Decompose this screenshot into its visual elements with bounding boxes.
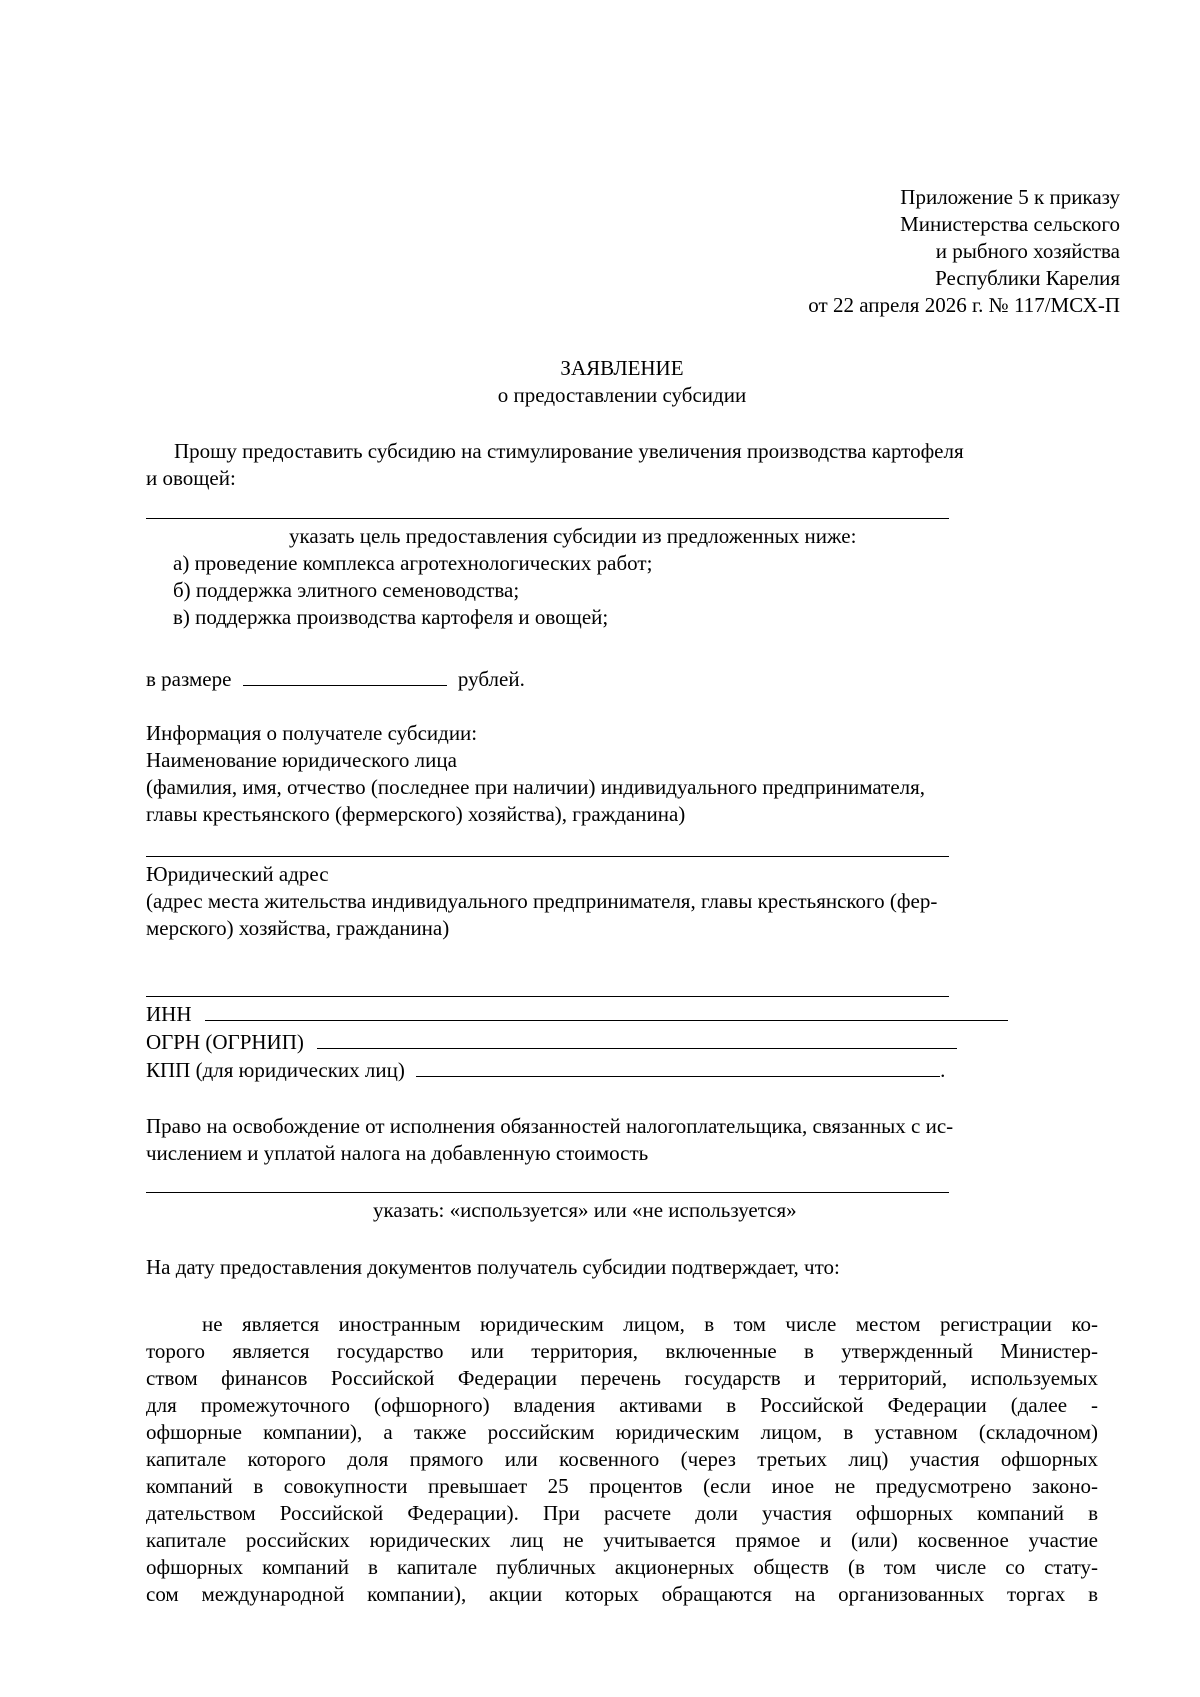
confirm-line: дательством Российской Федерации). При расчете доли участия офшорных компаний в — [146, 1501, 1098, 1525]
vat-line: Право на освобождение от исполнения обязанностей налогоплательщика, связанных с ис- — [146, 1114, 954, 1138]
confirm-line: торого является государство или территория, включенные в утвержденный Министер- — [146, 1339, 1098, 1363]
amount-suffix: рублей. — [457, 667, 525, 691]
amount-prefix: в размере — [146, 667, 232, 691]
purpose-option: б) поддержка элитного семеноводства; — [173, 578, 520, 602]
document-title — [146, 355, 1098, 409]
name-hint: (фамилия, имя, отчество (последнее при наличии) индивидуального предпринимателя, — [146, 775, 926, 799]
address-hint: мерского) хозяйства, гражданина) — [146, 916, 450, 940]
ogrn-blank-line[interactable] — [317, 1028, 957, 1049]
title-main: ЗАЯВЛЕНИЕ — [560, 356, 684, 380]
appendix-header — [700, 184, 1120, 319]
name-label: Наименование юридического лица — [146, 748, 457, 772]
confirm-line: офшорных компаний в капитале публичных акционерных обществ (в том числе со стату- — [146, 1555, 1098, 1579]
kpp-end: . — [940, 1058, 946, 1082]
purpose-option: в) поддержка производства картофеля и овощей; — [173, 605, 609, 629]
address-blank-line[interactable] — [146, 996, 949, 997]
confirm-paragraph — [146, 1311, 1098, 1608]
appendix-line: от 22 апреля 2026 г. № 117/МСХ-П — [808, 293, 1120, 317]
inn-row — [146, 1000, 1008, 1028]
address-section — [146, 861, 937, 942]
appendix-line: Республики Карелия — [935, 266, 1120, 290]
kpp-row — [146, 1056, 945, 1084]
confirm-line: капитале российских юридических лиц не учитывается прямое и (или) косвенное участие — [146, 1528, 1098, 1552]
confirm-line: капитале которого доля прямого или косвенного (через третьих лиц) участия офшорных — [146, 1447, 1098, 1471]
confirm-line: офшорные компании), а также российским юридическим лицом, в уставном (складочном) — [146, 1420, 1098, 1444]
request-line: и овощей: — [146, 466, 236, 490]
ogrn-row — [146, 1028, 957, 1056]
name-blank-line[interactable] — [146, 856, 949, 857]
request-line: Прошу предоставить субсидию на стимулирование увеличения производства картофеля — [174, 439, 964, 463]
recipient-info — [146, 720, 925, 828]
appendix-line: Приложение 5 к приказу — [900, 185, 1120, 209]
appendix-line: Министерства сельского — [900, 212, 1120, 236]
appendix-line: и рыбного хозяйства — [935, 239, 1120, 263]
title-subtitle: о предоставлении субсидии — [497, 383, 747, 407]
ogrn-label: ОГРН (ОГРНИП) — [146, 1030, 304, 1054]
vat-line: числением и уплатой налога на добавленную стоимость — [146, 1141, 649, 1165]
inn-blank-line[interactable] — [205, 1000, 1008, 1021]
request-paragraph — [146, 438, 1098, 492]
purpose-blank-line[interactable] — [146, 518, 949, 519]
confirm-line: компаний в совокупности превышает 25 процентов (если иное не предусмотрено законо- — [146, 1474, 1098, 1498]
address-hint: (адрес места жительства индивидуального предпринимателя, главы крестьянского (фер- — [146, 889, 938, 913]
inn-label: ИНН — [146, 1002, 192, 1026]
confirm-line: не является иностранным юридическим лицом, в том числе местом регистрации ко- — [202, 1312, 1098, 1336]
confirm-line: сом международной компании), акции которых обращаются на организованных торгах в — [146, 1582, 1098, 1606]
name-hint: главы крестьянского (фермерского) хозяйства), гражданина) — [146, 802, 686, 826]
vat-paragraph — [146, 1113, 953, 1167]
address-label: Юридический адрес — [146, 862, 329, 886]
confirm-line: ством финансов Российской Федерации перечень государств и территорий, используемых — [146, 1366, 1098, 1390]
vat-blank-line[interactable] — [146, 1192, 949, 1193]
vat-hint: указать: «используется» или «не используется» — [373, 1198, 797, 1222]
purpose-hint: указать цель предоставления субсидии из предложенных ниже: — [289, 524, 857, 548]
confirm-heading: На дату предоставления документов получатель субсидии подтверждает, что: — [146, 1255, 840, 1279]
amount-blank-line[interactable] — [243, 665, 447, 686]
purpose-option: а) проведение комплекса агротехнологических работ; — [173, 551, 653, 575]
confirm-line: для промежуточного (офшорного) владения активами в Российской Федерации (далее - — [146, 1393, 1098, 1417]
amount-row — [146, 665, 525, 693]
recipient-heading: Информация о получателе субсидии: — [146, 721, 478, 745]
kpp-blank-line[interactable] — [416, 1056, 940, 1077]
purpose-options — [173, 550, 652, 631]
kpp-label: КПП (для юридических лиц) — [146, 1058, 405, 1082]
